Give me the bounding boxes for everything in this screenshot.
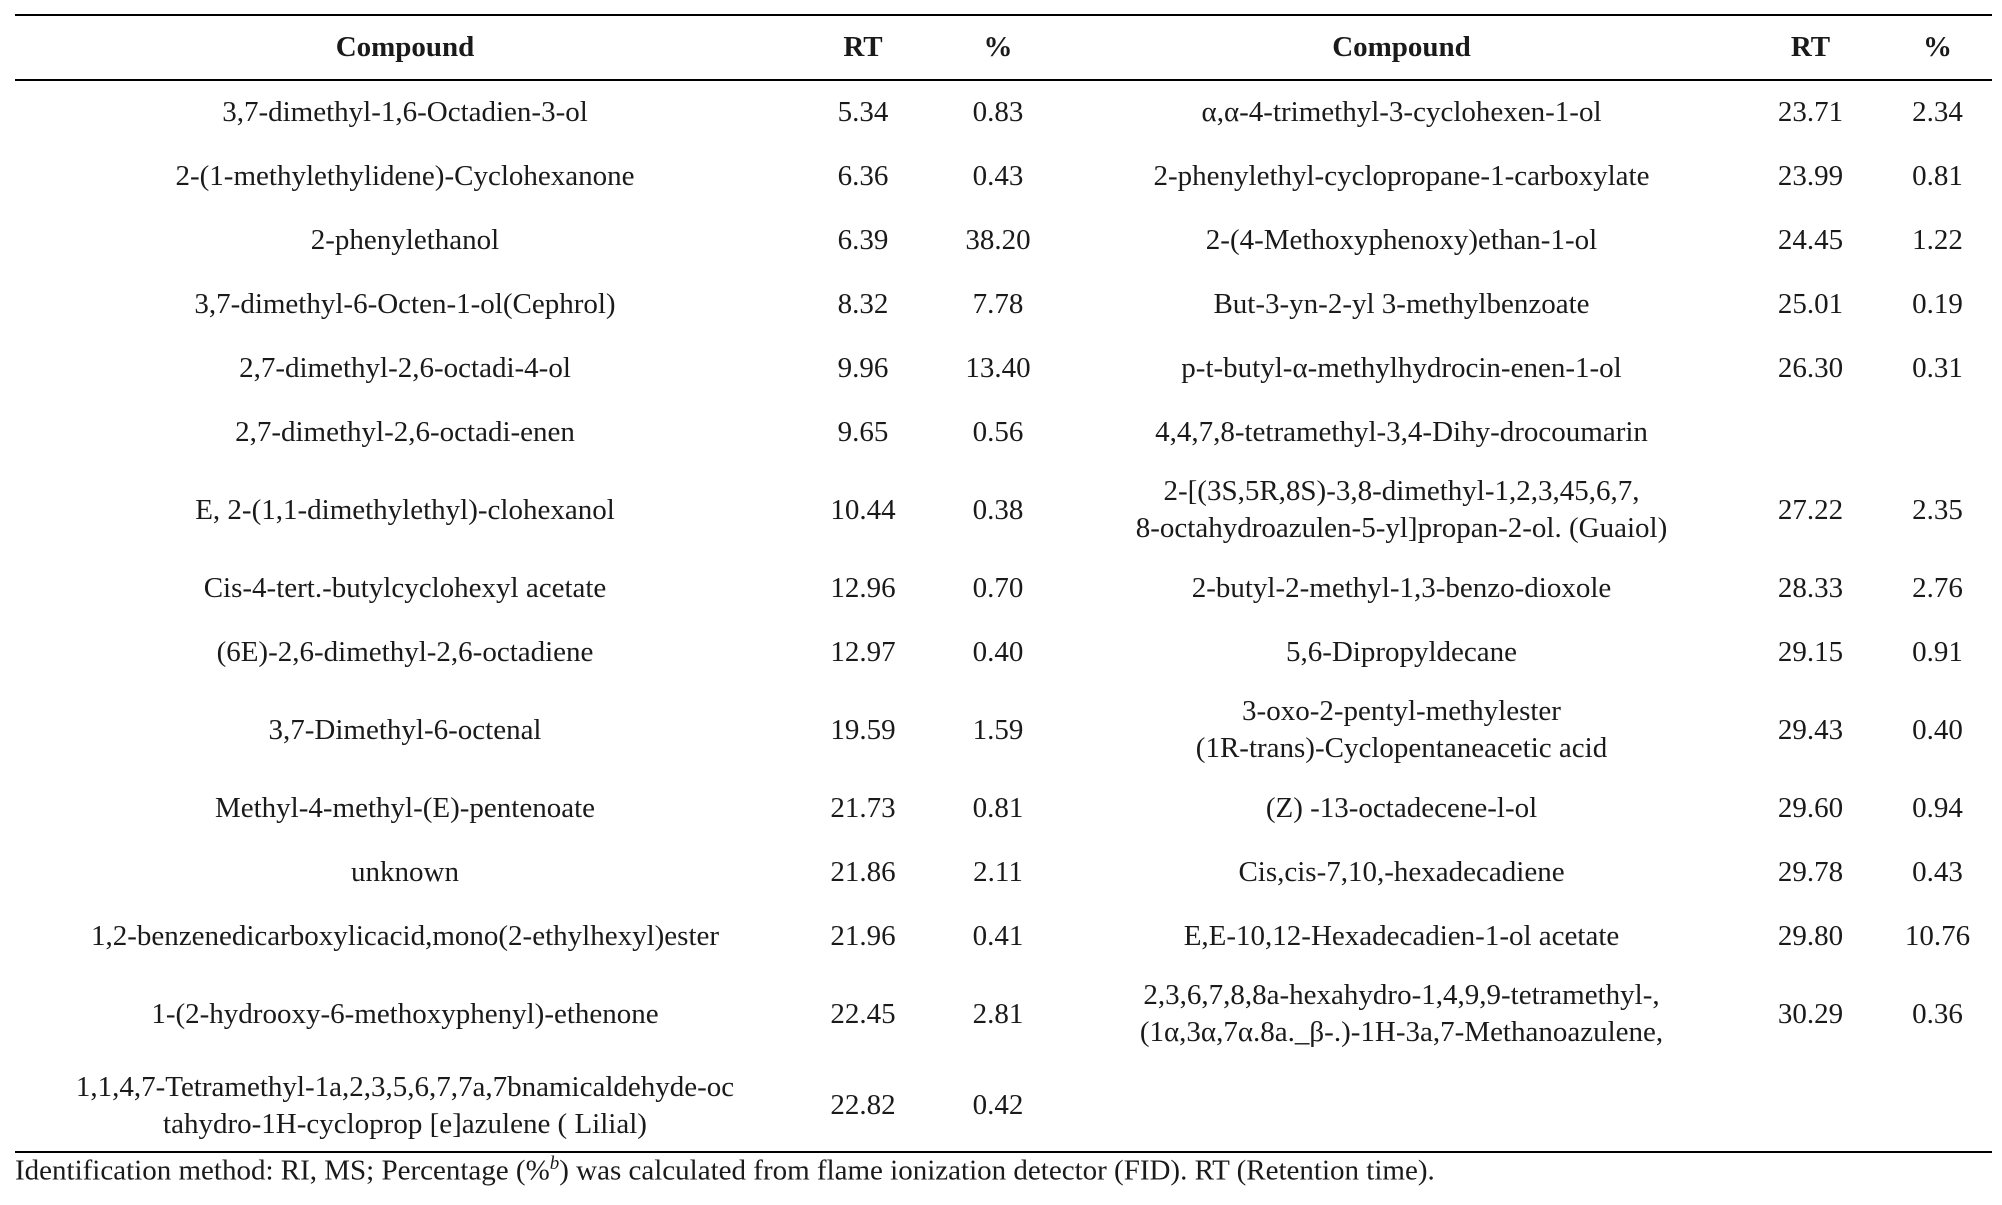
rt-cell: 21.96 xyxy=(830,919,896,952)
table-row xyxy=(15,272,1992,336)
rt-cell: 6.36 xyxy=(837,159,889,192)
percent-cell: 0.36 xyxy=(1912,997,1963,1030)
header-row xyxy=(15,15,1992,80)
compound-cell xyxy=(1065,1060,1738,1152)
header-compound-left: Compound xyxy=(15,15,795,80)
percent-cell: 7.78 xyxy=(972,287,1024,320)
percent-cell: 0.91 xyxy=(1912,635,1963,668)
percent-cell: 0.56 xyxy=(972,415,1024,448)
percent-cell: 0.83 xyxy=(972,96,1024,128)
percent-cell: 0.70 xyxy=(972,571,1024,604)
rt-cell: 24.45 xyxy=(1777,223,1844,256)
footnote-superscript: b xyxy=(549,1153,560,1174)
percent-cell: 0.40 xyxy=(1912,713,1963,746)
rt-cell: 12.97 xyxy=(830,635,896,668)
compound-cell: 3,7-dimethyl-1,6-Octadien-3-ol xyxy=(222,96,588,128)
compound-cell: Cis-4-tert.-butylcyclohexyl acetate xyxy=(203,571,607,604)
compound-cell: E, 2-(1,1-dimethylethyl)-clohexanol xyxy=(195,493,615,526)
rt-cell: 30.29 xyxy=(1777,997,1844,1030)
percent-cell: 0.19 xyxy=(1912,287,1963,320)
rt-cell: 10.44 xyxy=(830,493,896,526)
percent-cell: 0.94 xyxy=(1912,791,1963,824)
compound-cell: Methyl-4-methyl-(E)-pentenoate xyxy=(214,791,596,824)
compound-cell: 1,1,4,7-Tetramethyl-1a,2,3,5,6,7,7a,7bnamicaldehyde-oc tahydro-1H-cycloprop [e]azulene ( Lilial) xyxy=(15,1060,795,1152)
table-row xyxy=(15,556,1992,620)
percent-cell: 2.11 xyxy=(973,855,1023,888)
table-row xyxy=(15,904,1992,968)
compound-cell: α,α-4-trimethyl-3-cyclohexen-1-ol xyxy=(1201,96,1602,128)
rt-cell: 5.34 xyxy=(837,96,889,128)
header-percent-right: % xyxy=(1883,15,1992,80)
table-row xyxy=(15,968,1992,1060)
rt-cell: 21.86 xyxy=(830,855,896,888)
compound-cell: 2,7-dimethyl-2,6-octadi-enen xyxy=(235,415,575,448)
compound-cell: 2-[(3S,5R,8S)-3,8-dimethyl-1,2,3,45,6,7, 8-octahydroazulen-5-yl]propan-2-ol. (Guaiol) xyxy=(1135,475,1668,544)
compound-cell: 1,2-benzenedicarboxylicacid,mono(2-ethylhexyl)ester xyxy=(90,919,720,952)
table-row xyxy=(15,144,1992,208)
compound-cell: (Z) -13-octadecene-l-ol xyxy=(1265,791,1538,824)
table-row xyxy=(15,684,1992,776)
compound-cell: 3-oxo-2-pentyl-methylester (1R-trans)-Cyclopentaneacetic acid xyxy=(1195,695,1608,764)
table-footnote xyxy=(15,1153,1435,1188)
percent-cell: 10.76 xyxy=(1904,919,1971,952)
rt-cell: 29.15 xyxy=(1777,635,1844,668)
compound-cell: 2,7-dimethyl-2,6-octadi-4-ol xyxy=(239,351,571,384)
rt-cell: 9.65 xyxy=(837,415,889,448)
compound-cell: But-3-yn-2-yl 3-methylbenzoate xyxy=(1213,287,1590,320)
percent-cell xyxy=(1883,400,1992,464)
rt-cell: 19.59 xyxy=(830,713,896,746)
rt-cell: 25.01 xyxy=(1777,287,1844,320)
compound-cell: 5,6-Dipropyldecane xyxy=(1285,635,1518,668)
compound-cell: 2-(4-Methoxyphenoxy)ethan-1-ol xyxy=(1205,223,1598,256)
compound-cell: 2-(1-methylethylidene)-Cyclohexanone xyxy=(175,159,635,192)
table-row xyxy=(15,336,1992,400)
compound-cell: Cis,cis-7,10,-hexadecadiene xyxy=(1238,855,1565,888)
rt-cell: 29.60 xyxy=(1777,791,1844,824)
percent-cell: 1.59 xyxy=(972,713,1024,746)
header-rt-right: RT xyxy=(1738,15,1883,80)
compound-cell: 2-butyl-2-methyl-1,3-benzo-dioxole xyxy=(1191,571,1612,604)
compound-cell: 3,7-dimethyl-6-Octen-1-ol(Cephrol) xyxy=(194,287,616,320)
percent-cell: 38.20 xyxy=(965,223,1031,256)
table-row xyxy=(15,400,1992,464)
percent-cell: 2.81 xyxy=(972,997,1024,1030)
percent-cell: 0.41 xyxy=(972,919,1024,952)
rt-cell xyxy=(1738,1060,1883,1152)
rt-cell: 23.71 xyxy=(1777,96,1844,128)
rt-cell: 26.30 xyxy=(1777,351,1844,384)
compound-cell: 2,3,6,7,8,8a-hexahydro-1,4,9,9-tetramethyl-, (1α,3α,7α.8a._β-.)-1H-3a,7-Methanoazulene, xyxy=(1139,979,1664,1048)
rt-cell: 27.22 xyxy=(1777,493,1844,526)
percent-cell: 0.43 xyxy=(972,159,1024,192)
percent-cell: 0.38 xyxy=(972,493,1024,526)
percent-cell: 2.35 xyxy=(1912,493,1963,526)
percent-cell: 13.40 xyxy=(965,351,1031,384)
rt-cell: 22.45 xyxy=(830,997,896,1030)
compound-cell: 3,7-Dimethyl-6-octenal xyxy=(268,713,542,746)
header-percent-left: % xyxy=(931,15,1065,80)
table-row xyxy=(15,80,1992,144)
compound-cell: unknown xyxy=(351,855,459,888)
rt-cell: 23.99 xyxy=(1777,159,1844,192)
rt-cell: 29.78 xyxy=(1777,855,1844,888)
percent-cell: 0.31 xyxy=(1912,351,1963,384)
footnote-text-before: Identification method: RI, MS; Percentage (% xyxy=(15,1154,550,1187)
compound-cell: E,E-10,12-Hexadecadien-1-ol acetate xyxy=(1183,919,1620,952)
rt-cell: 29.43 xyxy=(1777,713,1844,746)
rt-cell: 28.33 xyxy=(1777,571,1844,604)
rt-cell: 21.73 xyxy=(830,791,896,824)
rt-cell xyxy=(1738,400,1883,464)
table-row xyxy=(15,1060,1992,1152)
percent-cell: 0.81 xyxy=(1912,159,1963,192)
header-compound-right: Compound xyxy=(1065,15,1738,80)
table-row xyxy=(15,776,1992,840)
rt-cell: 8.32 xyxy=(837,287,889,320)
rt-cell: 12.96 xyxy=(830,571,896,604)
percent-cell: 0.81 xyxy=(972,791,1024,824)
compound-cell: 2-phenylethyl-cyclopropane-1-carboxylate xyxy=(1153,159,1650,192)
header-rt-left: RT xyxy=(795,15,931,80)
percent-cell: 0.42 xyxy=(931,1060,1065,1152)
percent-cell: 0.43 xyxy=(1912,855,1963,888)
compound-cell: (6E)-2,6-dimethyl-2,6-octadiene xyxy=(216,635,594,668)
percent-cell: 1.22 xyxy=(1912,223,1963,256)
percent-cell: 2.76 xyxy=(1912,571,1963,604)
table-row xyxy=(15,464,1992,556)
rt-cell: 22.82 xyxy=(795,1060,931,1152)
percent-cell: 2.34 xyxy=(1912,96,1963,128)
table-row xyxy=(15,208,1992,272)
table-row xyxy=(15,840,1992,904)
table-row xyxy=(15,620,1992,684)
rt-cell: 29.80 xyxy=(1777,919,1844,952)
percent-cell: 0.40 xyxy=(972,635,1024,668)
compound-cell: p-t-butyl-α-methylhydrocin-enen-1-ol xyxy=(1181,351,1622,384)
footnote-text-after: ) was calculated from flame ionization detector (FID). RT (Retention time). xyxy=(559,1154,1435,1187)
compound-cell: 4,4,7,8-tetramethyl-3,4-Dihy-drocoumarin xyxy=(1155,415,1648,448)
rt-cell: 6.39 xyxy=(837,223,889,256)
compound-cell: 2-phenylethanol xyxy=(310,223,500,256)
compound-cell: 1-(2-hydrooxy-6-methoxyphenyl)-ethenone xyxy=(151,997,659,1030)
rt-cell: 9.96 xyxy=(837,351,889,384)
percent-cell xyxy=(1883,1060,1992,1152)
compound-table xyxy=(15,14,1992,1153)
